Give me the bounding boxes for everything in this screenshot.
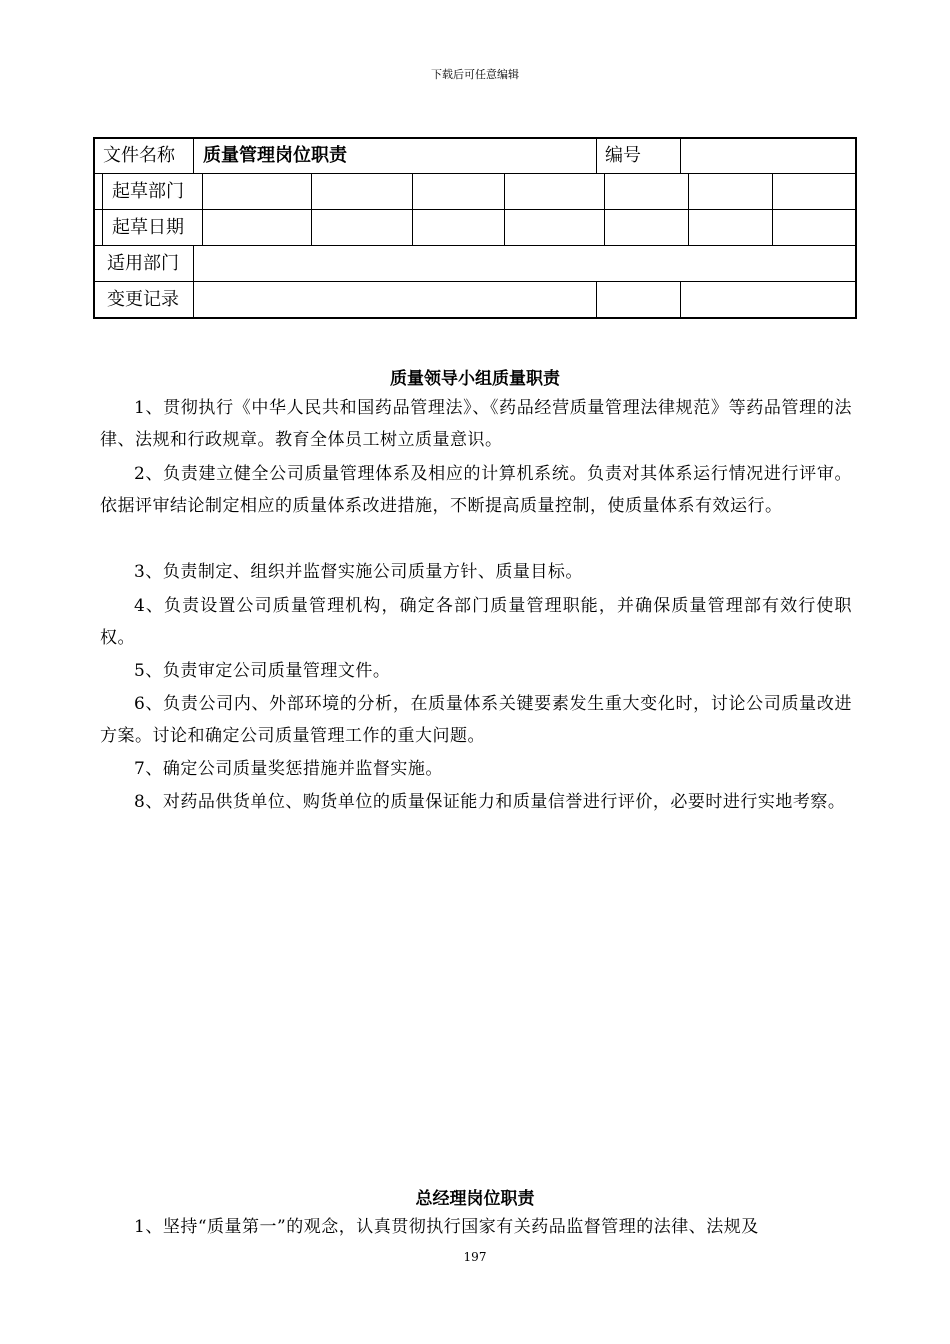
col-line (604, 173, 605, 245)
document-info-table (93, 137, 857, 319)
doc-name-label: 文件名称 (103, 145, 175, 166)
header-note: 下载后可任意编辑 (431, 68, 519, 81)
number-label: 编号 (605, 145, 641, 166)
col-line (596, 137, 597, 173)
col-line (202, 173, 203, 245)
paragraph: 4、负责设置公司质量管理机构，确定各部门质量管理职能，并确保质量管理部有效行使职权。 (100, 596, 852, 648)
doc-name-value: 质量管理岗位职责 (203, 145, 347, 166)
draft-date-label: 起草日期 (112, 217, 184, 238)
paragraph: 5、负责审定公司质量管理文件。 (134, 661, 391, 681)
col-line (680, 137, 681, 173)
col-line (688, 173, 689, 245)
col-line (102, 173, 103, 245)
paragraph: 1、贯彻执行《中华人民共和国药品管理法》、《药品经营质量管理法律规范》等药品管理的法律、法规和行政规章。教育全体员工树立质量意识。 (100, 398, 852, 450)
paragraph: 8、对药品供货单位、购货单位的质量保证能力和质量信誉进行评价，必要时进行实地考察。 (134, 792, 846, 812)
col-line (193, 281, 194, 317)
table-border-bottom (93, 317, 857, 319)
col-line (680, 281, 681, 317)
row-line (93, 245, 857, 246)
col-line (772, 173, 773, 245)
row-line (93, 281, 857, 282)
paragraph: 6、负责公司内、外部环境的分析，在质量体系关键要素发生重大变化时，讨论公司质量改进方案。讨论和确定公司质量管理工作的重大问题。 (100, 694, 852, 746)
col-line (311, 173, 312, 245)
paragraph: 1、坚持“质量第一”的观念，认真贯彻执行国家有关药品监督管理的法律、法规及 (134, 1217, 759, 1237)
change-record-label: 变更记录 (107, 289, 179, 310)
col-line (193, 245, 194, 281)
applicable-dept-label: 适用部门 (107, 253, 179, 274)
col-line (504, 173, 505, 245)
col-line (412, 173, 413, 245)
draft-dept-label: 起草部门 (112, 181, 184, 202)
row-line (93, 209, 857, 210)
section-title: 质量领导小组质量职责 (390, 369, 560, 389)
col-line (193, 137, 194, 173)
paragraph: 3、负责制定、组织并监督实施公司质量方针、质量目标。 (134, 562, 583, 582)
section-title: 总经理岗位职责 (415, 1189, 535, 1209)
col-line (596, 281, 597, 317)
page-number: 197 (463, 1250, 487, 1264)
table-border-left (93, 137, 95, 319)
paragraph: 7、确定公司质量奖惩措施并监督实施。 (134, 759, 443, 779)
paragraph: 2、负责建立健全公司质量管理体系及相应的计算机系统。负责对其体系运行情况进行评审。依据评审结论制定相应的质量体系改进措施，不断提高质量控制，使质量体系有效运行。 (100, 464, 852, 516)
table-border-right (855, 137, 857, 319)
